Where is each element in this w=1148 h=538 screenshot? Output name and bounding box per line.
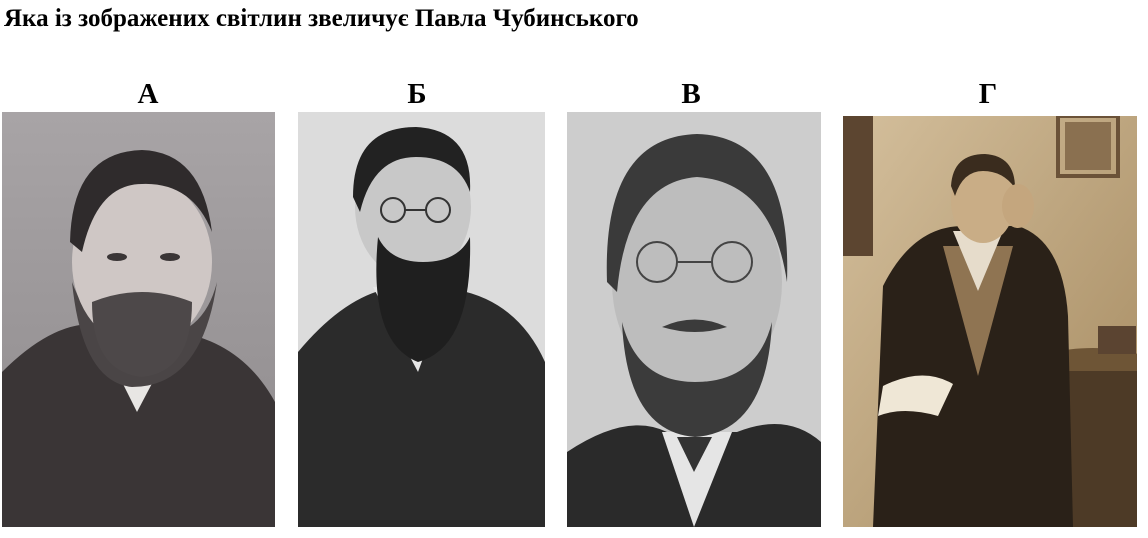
option-b-portrait-image[interactable] [298, 112, 545, 527]
option-a-portrait-image[interactable] [2, 112, 275, 527]
option-label-g: Г [978, 78, 998, 110]
option-v-portrait-image[interactable] [567, 112, 821, 527]
option-g-portrait-image[interactable] [843, 116, 1137, 527]
question-text: Яка із зображених світлин звеличує Павла Чубинського [4, 5, 639, 32]
option-label-b: Б [407, 78, 427, 110]
option-label-v: В [681, 78, 701, 110]
option-label-a: А [137, 78, 159, 110]
